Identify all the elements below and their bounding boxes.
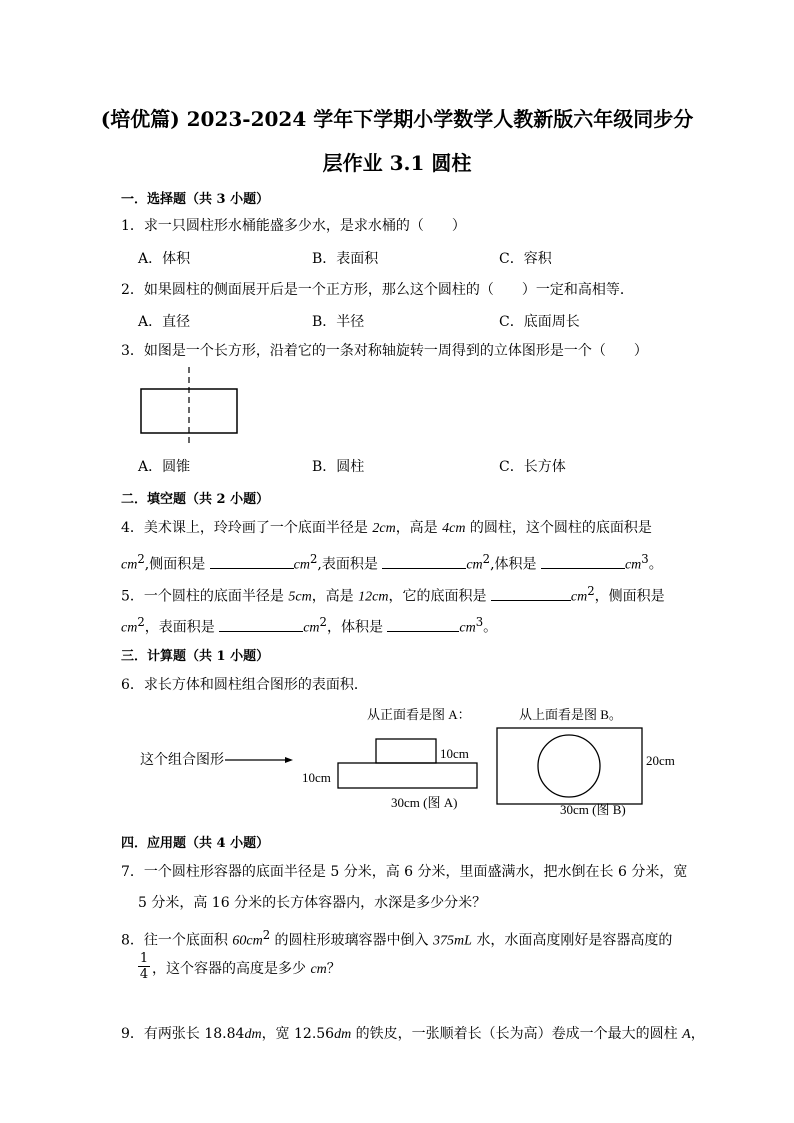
fraction-one-quarter: 1 4 [139,951,149,982]
section-heading-calc: 三．计算题（共 1 小题） [121,649,270,664]
section-heading-application: 四．应用题（共 4 小题） [121,836,270,851]
figure-b-caption: 从上面看是图 B。 [519,707,622,722]
q1-option-b: B．表面积 [312,251,379,267]
question-5-line2: $cm^2$，表面积是 $cm^2$，体积是 $cm^3$。 [121,615,498,636]
question-7-line2: 5 分米，高 16 分米的长方体容器内，水深是多少分米？ [138,895,487,911]
figure-b-width: 20cm [646,753,675,768]
figure-b-length: 30cm (图 B) [560,802,626,817]
q2-option-c: C．底面周长 [499,314,580,330]
question-3: 3．如图是一个长方形，沿着它的一条对称轴旋转一周得到的立体图形是一个（ ） [121,343,648,359]
combo-figure-label: 这个组合图形 [140,753,224,768]
q2-option-a: A．直径 [138,314,191,330]
answer-blank[interactable] [541,554,625,569]
q3-option-c: C．长方体 [499,459,566,475]
question-5-line1: 5．一个圆柱的底面半径是 5cm，高是 12cm，它的底面积是 $cm^2$，侧面积是 [121,584,665,605]
figure-b-cylinder-top [538,735,600,797]
question-9-line1: 9．有两张长 18.84dm，宽 12.56dm 的铁皮，一张顺着长（长为高）卷成一个最大的圆柱 A， [121,1026,705,1042]
answer-blank[interactable] [210,554,294,569]
figure-b-cuboid-top [497,728,642,804]
rectangle-axis-figure [135,364,245,448]
section-heading-fill: 二．填空题（共 2 小题） [121,492,270,507]
composite-figure [135,704,695,820]
question-6: 6．求长方体和圆柱组合图形的表面积． [121,677,368,693]
answer-blank[interactable] [219,617,303,632]
question-4-line2: $cm^2$,侧面积是 $cm^2$,表面积是 $cm^2$,体积是 $cm^3$。 [121,552,663,573]
question-2: 2．如果圆柱的侧面展开后是一个正方形，那么这个圆柱的（ ）一定和高相等． [121,282,634,298]
page-title-line1: (培优篇) 2023-2024 学年下学期小学数学人教新版六年级同步分 [100,107,694,131]
q2-option-b: B．半径 [312,314,365,330]
answer-blank[interactable] [382,554,466,569]
answer-blank[interactable] [387,617,459,632]
section-heading-choice: 一．选择题（共 3 小题） [121,192,270,207]
question-8-line2: ，这个容器的高度是多少 cm？ [152,961,341,977]
question-8-line1: 8．往一个底面积 $60cm^2$ 的圆柱形玻璃容器中倒入 375mL 水，水面高度刚好是容器高度的 [121,928,673,949]
q3-option-a: A．圆锥 [138,459,191,475]
figure-a-caption: 从正面看是图 A： [367,707,471,722]
question-4-line1: 4．美术课上，玲玲画了一个底面半径是 2cm，高是 4cm 的圆柱，这个圆柱的底面积是 [121,520,652,536]
figure-a-cuboid-front [338,763,477,788]
figure-a-cuboid-height: 10cm [302,770,331,785]
q1-option-c: C．容积 [499,251,552,267]
page-title-line2: 层作业 3.1 圆柱 [322,151,472,175]
q3-option-b: B．圆柱 [312,459,365,475]
question-1: 1．求一只圆柱形水桶能盛多少水，是求水桶的（ ） [121,218,466,234]
figure-a-cylinder-height: 10cm [440,746,469,761]
answer-blank[interactable] [491,586,571,601]
question-7-line1: 7．一个圆柱形容器的底面半径是 5 分米，高 6 分米，里面盛满水，把水倒在长 6 分米，宽 [121,864,688,880]
figure-a-cylinder-front [376,739,436,763]
figure-a-length: 30cm (图 A) [391,795,458,810]
q1-option-a: A．体积 [138,251,191,267]
